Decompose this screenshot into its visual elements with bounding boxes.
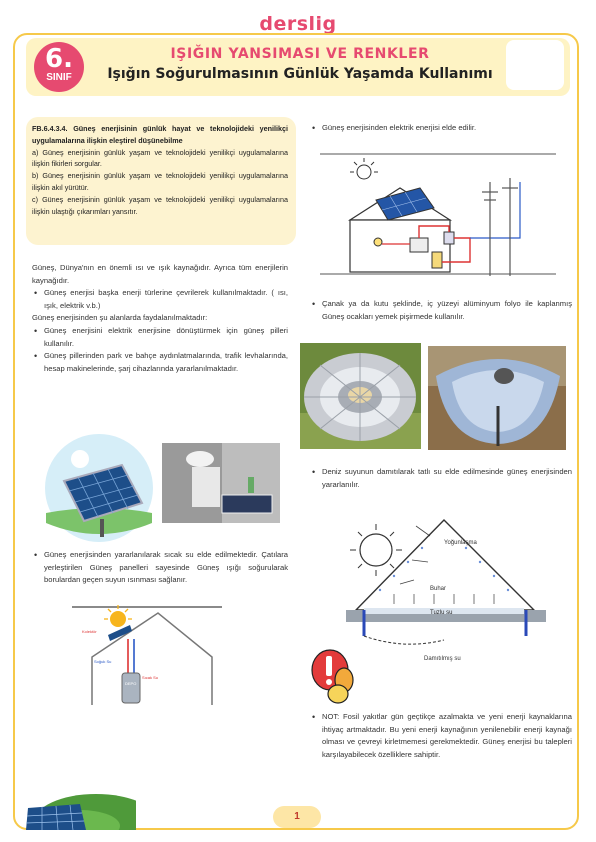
corner-decoration: [18, 782, 136, 830]
left-hot-water-block: [32, 549, 288, 587]
bullet-energy-conversion: • Güneş enerjisi başka enerji türlerine çevrilerek kullanılmaktadır. ( ısı, ışık, elektrik v.b.): [32, 287, 288, 312]
solar-house-diagram: [320, 152, 556, 278]
right-distill-block: [310, 466, 572, 491]
solar-cooker-photo-2: [428, 346, 566, 450]
objective-title: FB.6.4.3.4. Güneş enerjisinin günlük hayat ve teknolojideki yenilikçi uygulamalarına ilişkin eleştirel düşünebilme: [32, 124, 288, 145]
solar-panel-illustration: [44, 433, 154, 543]
right-electricity-block: [310, 122, 572, 135]
right-cooker-block: [310, 298, 572, 323]
header-blank-box: [506, 40, 564, 90]
solar-cooker-photo-1: [300, 343, 421, 449]
bullet-desalination: • Deniz suyunun damıtılarak tatlı su elde edilmesinde güneş enerjisinden yararlanılır.: [310, 466, 572, 491]
left-text-block: [32, 262, 288, 375]
grade-label: SINIF: [46, 72, 72, 83]
vapor-label: Buhar: [430, 586, 447, 592]
objective-box: [26, 117, 296, 245]
bullet-hot-water: • Güneş enerjisinden yararlanılarak sıcak su elde edilmektedir. Çatılara yerleştirilen Güneş panelleri sayesinde Güneş ışığı soğurularak borulardan geçen suyun ısınması sağlanır.: [32, 549, 288, 587]
grade-badge: [34, 42, 84, 92]
brand-logo: derslig: [259, 13, 337, 35]
objective-item-b: b) Güneş enerjisinin günlük yaşam ve teknolojideki yenilikçi uygulamalarına ilişkin akıl yürütür.: [32, 171, 288, 192]
note-block: [310, 711, 572, 761]
page-number: 1: [273, 806, 321, 828]
warning-icon: [304, 648, 354, 706]
bullet-electricity: • Güneş enerjisinden elektrik enerjisi elde edilir.: [310, 122, 572, 135]
solar-water-heater-diagram: [72, 605, 222, 708]
note-text: • NOT: Fosil yakıtlar gün geçtikçe azalmakta ve yeni enerji kaynaklarına ihtiyaç artmaktadır. Bu yeni enerji kaynağının yenilenebilir enerji kaynağı olması ve çevreyi kirletmemesi gerekmektedir. Güneş enerjisi bu talepleri karşılayabilecek özelliklere sahiptir.: [310, 711, 572, 761]
hot-water-label: Sıcak Su: [142, 675, 159, 680]
bullet-solar-cells: • Güneş enerjisini elektrik enerjisine dönüştürmek için güneş pilleri kullanılır.: [32, 325, 288, 350]
intro-text: Güneş, Dünya'nın en önemli ısı ve ışık kaynağıdır. Ayrıca tüm enerjilerin kaynağıdır.: [32, 263, 288, 285]
bullet-solar-cell-uses: • Güneş pillerinden park ve bahçe aydınlatmalarında, trafik levhalarında, hesap makinelerinde, şarj cihazlarında yararlanılmaktadır.: [32, 350, 288, 375]
condensation-label: Yoğunlaşma: [444, 540, 477, 546]
cold-water-label: Soğuk Su: [94, 659, 112, 664]
tank-label: DEPO: [125, 681, 137, 686]
objective-item-a: a) Güneş enerjisinin günlük yaşam ve teknolojideki yenilikçi uygulamalarına ilişkin fikirleri sorgular.: [32, 147, 288, 169]
desalination-diagram: [334, 510, 562, 666]
salt-water-label: Tuzlu su: [430, 610, 453, 616]
collector-label: Kolektör: [82, 629, 97, 634]
engineer-solar-photo: [162, 443, 280, 523]
unit-title: IŞIĞIN YANSIMASI VE RENKLER: [170, 46, 430, 62]
bullet-solar-cooker: • Çanak ya da kutu şeklinde, iç yüzeyi alüminyum folyo ile kaplanmış Güneş ocakları yemek pişirmede kullanılır.: [310, 298, 572, 323]
grade-number: 6.: [45, 44, 73, 74]
areas-intro: Güneş enerjisinden şu alanlarda faydalanılmaktadır:: [32, 313, 208, 323]
distilled-water-label: Damıtılmış su: [424, 656, 461, 662]
objective-item-c: c) Güneş enerjisinin günlük yaşam ve teknolojideki yenilikçi uygulamalarına ilişkin ulaştığı çıkarımları yansıtır.: [32, 194, 288, 216]
topic-title: Işığın Soğurulmasının Günlük Yaşamda Kullanımı: [107, 66, 493, 82]
